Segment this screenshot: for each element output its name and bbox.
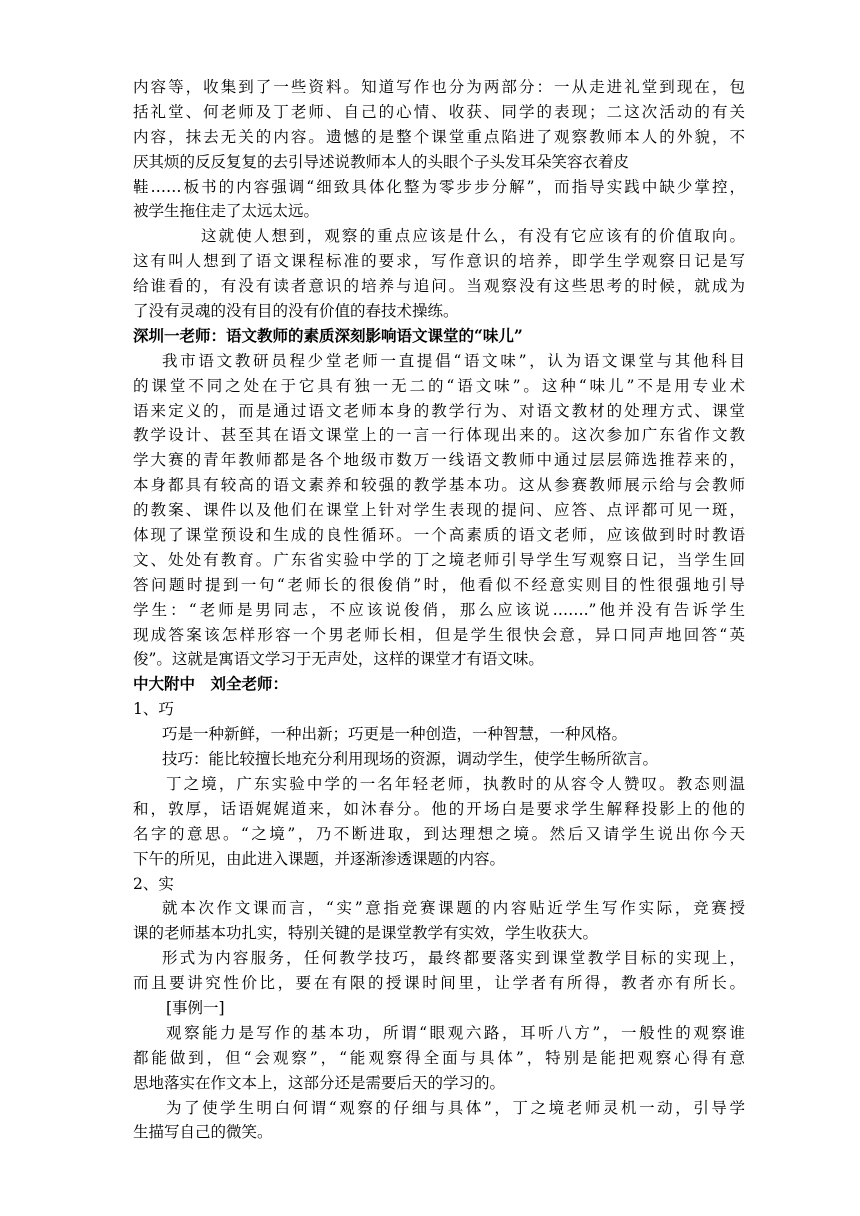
text-line: 技巧：能比较擅长地充分利用现场的资源，调动学生，使学生畅所欲言。 [162,750,659,769]
section-heading: 中大附中 刘全老师： [133,674,289,694]
text-line: 学生：“老师是男同志，不应该说俊俏，那么应该说…….”他并没有告诉学生 [133,600,745,619]
text-line: 形式为内容服务，任何教学技巧，最终都要落实到课堂教学目标的实现上， [162,949,745,968]
text-line: 而且要讲究性价比，要在有限的授课时间里，让学者有所得，教者亦有所长。 [133,974,745,993]
text-line: 内容，抹去无关的内容。遗憾的是整个课堂重点陷进了观察教师本人的外貌，不 [133,127,745,146]
text-line: 生描写自己的微笑。 [133,1123,273,1142]
text-line: 括礼堂、何老师及丁老师、自己的心情、收获、同学的表现；二这次活动的有关 [133,102,745,121]
text-line: 的教案、课件以及他们在课堂上针对学生表现的提问、应答、点评都可见一斑， [133,501,745,520]
text-line: 体现了课堂预设和生成的良性循环。一个高素质的语文老师，应该做到时时教语 [133,526,745,545]
text-line: 1、巧 [133,700,174,719]
section-heading: 深圳一老师：语文教师的素质深刻影响语文课堂的“味儿” [133,325,523,345]
text-line: 我市语文教研员程少堂老师一直提倡“语文味”，认为语文课堂与其他科目 [162,351,745,370]
text-line: 答问题时提到一句“老师长的很俊俏”时，他看似不经意实则目的性很强地引导 [133,575,745,594]
text-line: 的课堂不同之处在于它具有独一无二的“语文味”。这种“味儿”不是用专业术 [133,376,745,395]
text-line: 就本次作文课而言，“实”意指竞赛课题的内容贴近学生写作实际，竞赛授 [162,899,745,918]
text-line: 观察能力是写作的基本功，所谓“眼观六路，耳听八方”，一般性的观察谁 [166,1023,745,1042]
text-line: 和，敦厚，话语娓娓道来，如沐春分。他的开场白是要求学生解释投影上的他的 [133,799,745,818]
text-line: 被学生拖住走了太远太远。 [133,202,320,221]
text-line: 丁之境，广东实验中学的一名年轻老师，执教时的从容令人赞叹。教态则温 [166,774,745,793]
text-line: 内容等，收集到了一些资料。知道写作也分为两部分：一从走进礼堂到现在，包 [133,78,745,96]
text-line: 这就使人想到，观察的重点应该是什么，有没有它应该有的价值取向。 [201,227,745,246]
text-line: 2、实 [133,874,174,893]
text-line: 巧是一种新鲜，一种出新；巧更是一种创造，一种智慧，一种风格。 [162,725,628,744]
text-line: 了没有灵魂的没有目的没有价值的春技术操练。 [133,302,459,321]
text-line: 下午的所见，由此进入课题，并逐渐渗透课题的内容。 [133,849,506,868]
text-line: 给谁看的，有没有读者意识的培养与追问。当观察没有这些思考的时候，就成为 [133,277,745,296]
text-line: 都能做到，但“会观察”，“能观察得全面与具体”，特别是能把观察心得有意 [133,1048,745,1067]
text-line: 现成答案该怎样形容一个男老师长相，但是学生很快会意，异口同声地回答“英 [133,625,745,644]
text-line: 俊”。这就是寓语文学习于无声处，这样的课堂才有语文味。 [133,650,544,669]
text-line: 思地落实在作文本上，这部分还是需要后天的学习的。 [133,1073,506,1092]
document-page [133,75,745,1145]
text-line: 厌其烦的反反复复的去引导述说教师本人的头眼个子头发耳朵笑容衣着皮 [133,152,630,171]
text-line: 名字的意思。“之境”，乃不断进取，到达理想之境。然后又请学生说出你今天 [133,824,745,843]
text-line: 本身都具有较高的语文素养和较强的教学基本功。这从参赛教师展示给与会教师 [133,476,745,495]
text-line: 为了使学生明白何谓“观察的仔细与具体”，丁之境老师灵机一动，引导学 [166,1098,745,1117]
text-line: [事例一] [166,998,225,1017]
text-line: 教学设计、甚至其在语文课堂上的一言一行体现出来的。这次参加广东省作文教 [133,426,745,445]
text-line: 语来定义的，而是通过语文老师本身的教学行为、对语文教材的处理方式、课堂 [133,401,745,420]
text-line: 课的老师基本功扎实，特别关键的是课堂教学有实效，学生收获大。 [133,924,599,943]
text-line: 鞋……板书的内容强调“细致具体化整为零步步分解”，而指导实践中缺少掌控， [133,177,745,196]
text-line: 文、处处有教育。广东省实验中学的丁之境老师引导学生写观察日记，当学生回 [133,550,745,569]
text-line: 学大赛的青年教师都是各个地级市数万一线语文教师中通过层层筛选推荐来的， [133,451,745,470]
text-line: 这有叫人想到了语文课程标准的要求，写作意识的培养，即学生学观察日记是写 [133,252,745,271]
